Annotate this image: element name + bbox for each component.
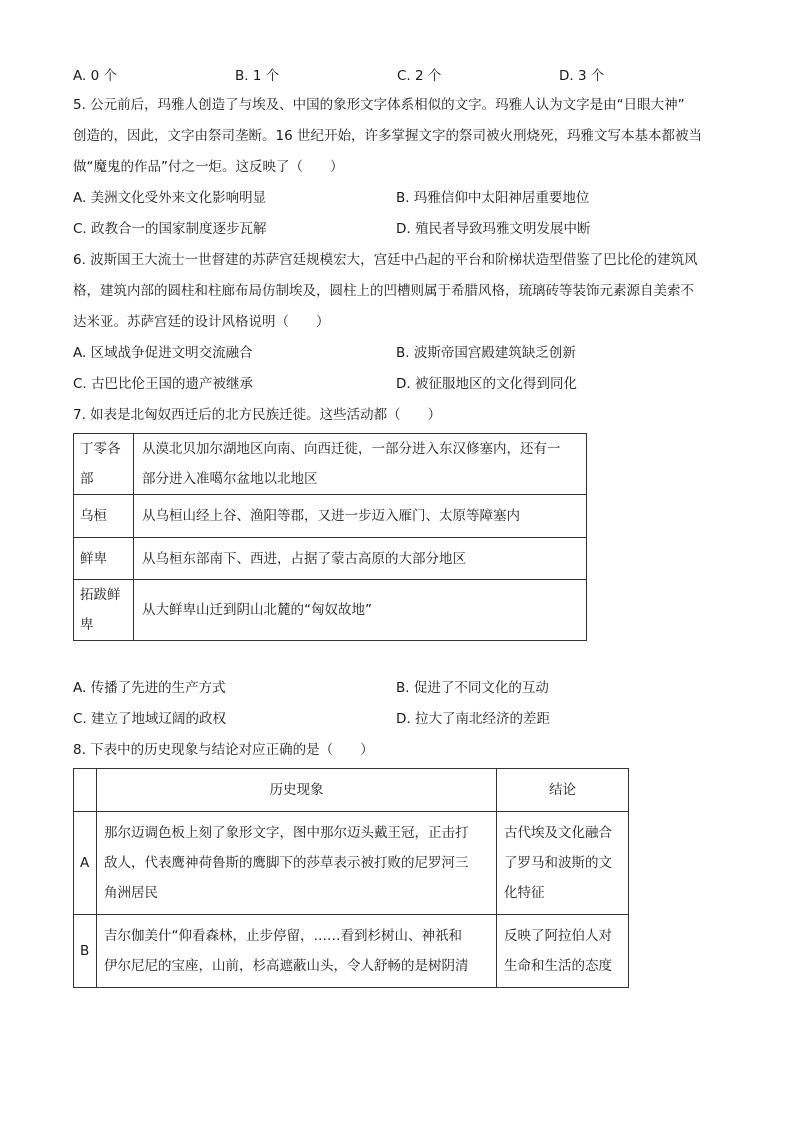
header-blank [74, 769, 97, 812]
migration-desc: 从大鲜卑山迁到阴山北麓的“匈奴故地” [134, 580, 587, 641]
tribe-name [74, 434, 134, 495]
table-row [74, 812, 629, 915]
phenomenon-line: 角洲居民 [104, 885, 158, 901]
q5-option-d[interactable]: D. 殖民者导致玛雅文明发展中断 [396, 221, 591, 237]
q8-stem: 8. 下表中的历史现象与结论对应正确的是（ ） [73, 742, 374, 758]
phenomenon-cell [97, 915, 497, 988]
table-row [74, 915, 629, 988]
q5-option-a[interactable]: A. 美洲文化受外来文化影响明显 [73, 190, 267, 206]
migration-desc-line: 部分进入准噶尔盆地以北地区 [142, 471, 318, 487]
table-row [74, 495, 587, 538]
q7-stem: 7. 如表是北匈奴西迁后的北方民族迁徙。这些活动都（ ） [73, 407, 442, 423]
migration-desc [134, 434, 587, 495]
q6-stem-line: 6. 波斯国王大流士一世督建的苏萨宫廷规模宏大，宫廷中凸起的平台和阶梯状造型借鉴了巴比伦的建筑风 [73, 252, 698, 268]
q4-option-b[interactable]: B. 1 个 [235, 68, 280, 84]
tribe-name-line: 拓跋鲜 [80, 587, 121, 603]
q7-options-row [73, 673, 733, 704]
q6-stem-line: 达米亚。苏萨宫廷的设计风格说明（ ） [73, 314, 330, 330]
header-conclusion: 结论 [497, 769, 629, 812]
q7-migration-table [73, 433, 587, 641]
q5-options-row [73, 183, 733, 214]
row-label: B [74, 915, 97, 988]
q6-option-a[interactable]: A. 区域战争促进文明交流融合 [73, 345, 253, 361]
migration-desc: 从乌桓东部南下、西进，占据了蒙古高原的大部分地区 [134, 538, 587, 580]
q4-options [73, 62, 733, 90]
q8-comparison-table [73, 768, 629, 988]
table-row [74, 580, 587, 641]
tribe-name: 乌桓 [74, 495, 134, 538]
q7-option-c[interactable]: C. 建立了地域辽阔的政权 [73, 711, 227, 727]
q4-option-a[interactable]: A. 0 个 [73, 68, 117, 84]
row-label: A [74, 812, 97, 915]
q4-option-d[interactable]: D. 3 个 [559, 68, 605, 84]
q5-option-c[interactable]: C. 政教合一的国家制度逐步瓦解 [73, 221, 267, 237]
q4-option-c[interactable]: C. 2 个 [397, 68, 442, 84]
q5-stem-line: 5. 公元前后，玛雅人创造了与埃及、中国的象形文字体系相似的文字。玛雅人认为文字是由“日眼大神” [73, 97, 685, 113]
q7-option-a[interactable]: A. 传播了先进的生产方式 [73, 680, 226, 696]
q6-stem-line: 格，建筑内部的圆柱和柱廊布局仿制埃及，圆柱上的凹槽则属于希腊风格，琉璃砖等装饰元素源自美索不 [73, 283, 694, 299]
phenomenon-line: 吉尔伽美什“仰看森林，止步停留，……看到杉树山、神祇和 [104, 928, 462, 944]
conclusion-line: 生命和生活的态度 [504, 958, 612, 974]
q7-option-b[interactable]: B. 促进了不同文化的互动 [396, 680, 549, 696]
q7-options-row [73, 704, 733, 735]
tribe-name [74, 580, 134, 641]
tribe-name-line: 卑 [80, 617, 94, 633]
exam-page [73, 62, 733, 988]
phenomenon-cell [97, 812, 497, 915]
conclusion-cell [497, 812, 629, 915]
conclusion-cell [497, 915, 629, 988]
conclusion-line: 化特征 [504, 885, 545, 901]
table-row [74, 538, 587, 580]
table-header-row [74, 769, 629, 812]
phenomenon-line: 敌人，代表鹰神荷鲁斯的鹰脚下的莎草表示被打败的尼罗河三 [104, 855, 469, 871]
q5-options-row [73, 214, 733, 245]
phenomenon-line: 伊尔尼尼的宝座，山前，杉高遮蔽山头，令人舒畅的是树阴清 [104, 958, 469, 974]
q7-option-d[interactable]: D. 拉大了南北经济的差距 [396, 711, 550, 727]
q5-stem-line: 创造的，因此，文字由祭司垄断。16 世纪开始，许多掌握文字的祭司被火刑烧死，玛雅文写本基本都被当 [73, 128, 702, 144]
header-phenomenon: 历史现象 [97, 769, 497, 812]
table-row [74, 434, 587, 495]
q6-option-b[interactable]: B. 波斯帝国宫殿建筑缺乏创新 [396, 345, 576, 361]
q5-stem-line: 做“魔鬼的作品”付之一炬。这反映了（ ） [73, 159, 344, 175]
tribe-name: 鲜卑 [74, 538, 134, 580]
migration-desc-line: 从漠北贝加尔湖地区向南、向西迁徙，一部分进入东汉修塞内，还有一 [142, 441, 561, 457]
tribe-name-line: 部 [80, 471, 94, 487]
q5-option-b[interactable]: B. 玛雅信仰中太阳神居重要地位 [396, 190, 590, 206]
conclusion-line: 反映了阿拉伯人对 [504, 928, 612, 944]
phenomenon-line: 那尔迈调色板上刻了象形文字，图中那尔迈头戴王冠，正击打 [104, 825, 469, 841]
conclusion-line: 古代埃及文化融合 [504, 825, 612, 841]
q6-options-row [73, 338, 733, 369]
tribe-name-line: 丁零各 [80, 441, 121, 457]
q6-option-d[interactable]: D. 被征服地区的文化得到同化 [396, 376, 577, 392]
q6-stem [73, 245, 733, 338]
q6-option-c[interactable]: C. 古巴比伦王国的遗产被继承 [73, 376, 254, 392]
migration-desc: 从乌桓山经上谷、渔阳等郡，又进一步迈入雁门、太原等障塞内 [134, 495, 587, 538]
q6-options-row [73, 369, 733, 400]
conclusion-line: 了罗马和波斯的文 [504, 855, 612, 871]
q5-stem [73, 90, 733, 183]
